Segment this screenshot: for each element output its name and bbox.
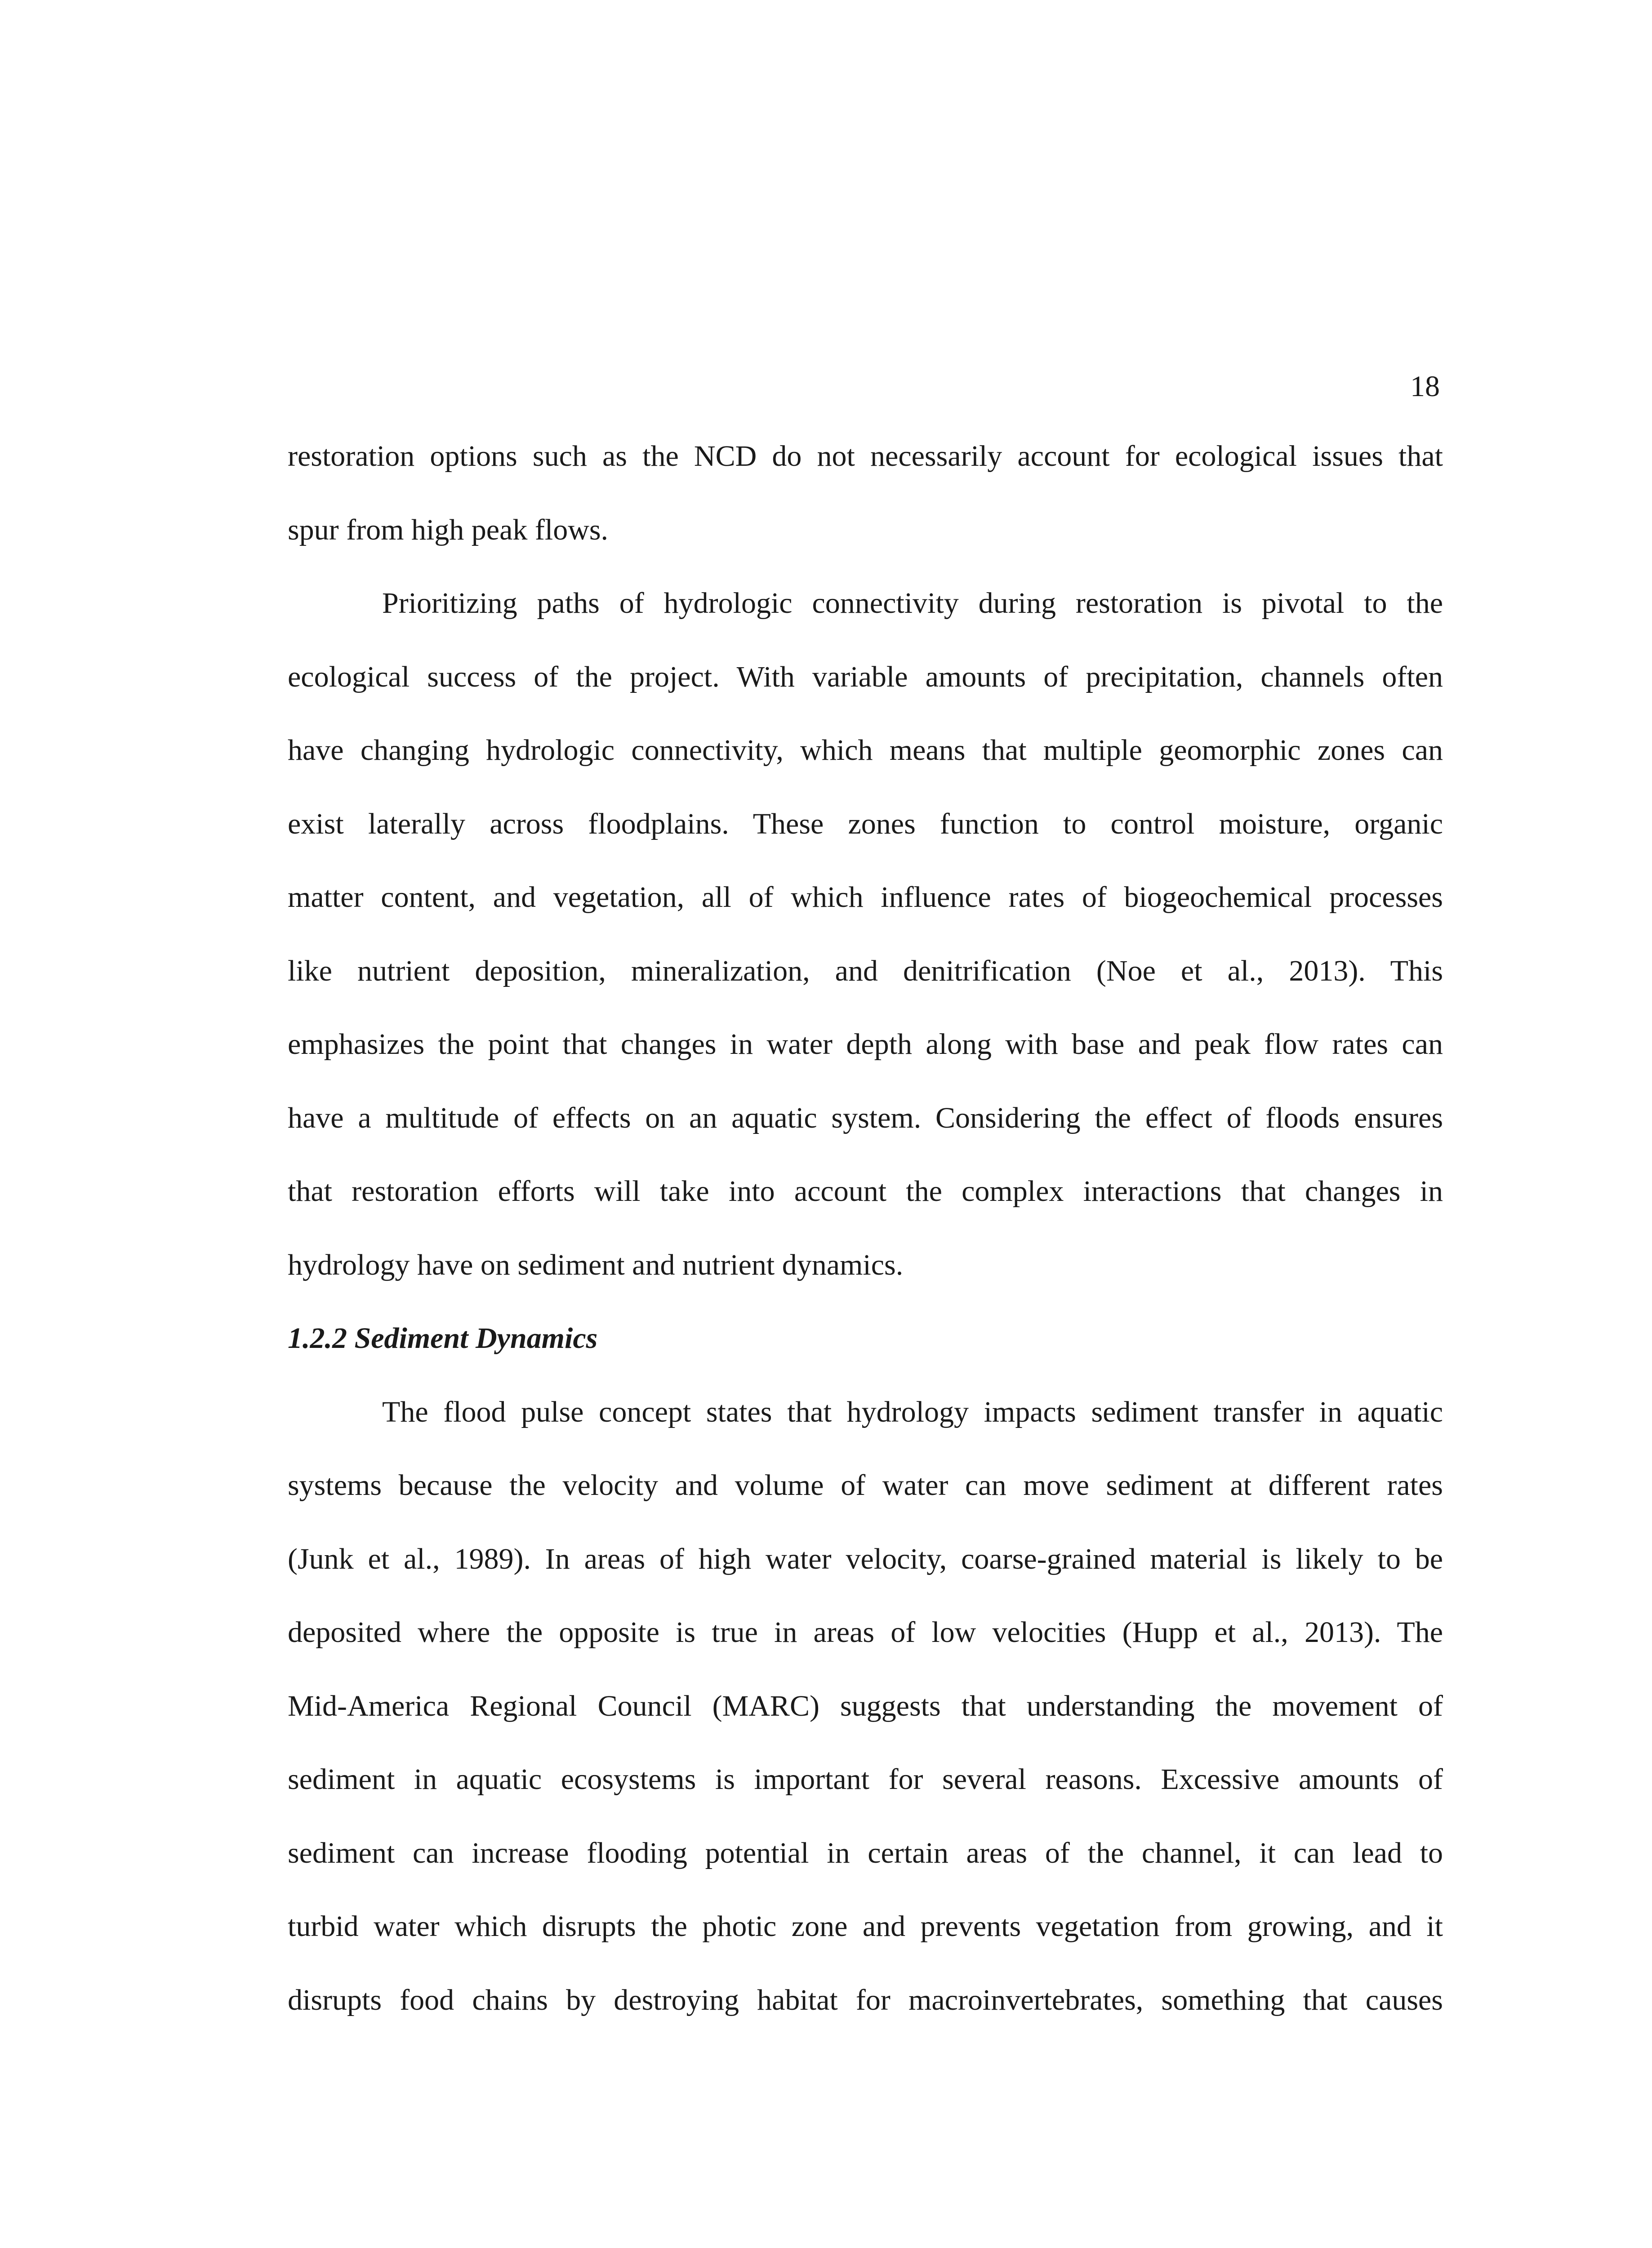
text-line: matter content, and vegetation, all of which influence rates of biogeochemical processes bbox=[288, 881, 1443, 914]
text-line: have a multitude of effects on an aquatic system. Considering the effect of floods ensures bbox=[288, 1101, 1443, 1134]
paragraph-first-line: The flood pulse concept states that hydrology impacts sediment transfer in aquatic bbox=[382, 1395, 1443, 1428]
text-line: spur from high peak flows. bbox=[288, 513, 609, 546]
text-line: exist laterally across floodplains. These zones function to control moisture, organic bbox=[288, 807, 1443, 840]
text-line: turbid water which disrupts the photic zone and prevents vegetation from growing, and it bbox=[288, 1910, 1443, 1943]
body-text bbox=[288, 436, 1443, 2053]
text-line: restoration options such as the NCD do not necessarily account for ecological issues that bbox=[288, 440, 1443, 473]
text-line: like nutrient deposition, mineralization, and denitrification (Noe et al., 2013). This bbox=[288, 954, 1443, 987]
page-number: 18 bbox=[1410, 370, 1440, 403]
section-heading: 1.2.2 Sediment Dynamics bbox=[288, 1322, 598, 1355]
text-line: that restoration efforts will take into account the complex interactions that changes in bbox=[288, 1175, 1443, 1208]
text-line: sediment can increase flooding potential in certain areas of the channel, it can lead to bbox=[288, 1836, 1443, 1869]
text-line: emphasizes the point that changes in water depth along with base and peak flow rates can bbox=[288, 1028, 1443, 1061]
text-line: disrupts food chains by destroying habitat for macroinvertebrates, something that causes bbox=[288, 1983, 1443, 2016]
text-line: deposited where the opposite is true in areas of low velocities (Hupp et al., 2013). The bbox=[288, 1616, 1443, 1649]
text-line: ecological success of the project. With variable amounts of precipitation, channels often bbox=[288, 660, 1443, 693]
text-line: have changing hydrologic connectivity, which means that multiple geomorphic zones can bbox=[288, 734, 1443, 767]
paragraph-first-line: Prioritizing paths of hydrologic connectivity during restoration is pivotal to the bbox=[382, 587, 1443, 620]
text-line: (Junk et al., 1989). In areas of high water velocity, coarse-grained material is likely to be bbox=[288, 1542, 1443, 1575]
text-line: systems because the velocity and volume of water can move sediment at different rates bbox=[288, 1469, 1443, 1502]
text-line: Mid-America Regional Council (MARC) suggests that understanding the movement of bbox=[288, 1689, 1443, 1722]
text-line: sediment in aquatic ecosystems is important for several reasons. Excessive amounts of bbox=[288, 1763, 1443, 1796]
text-line: hydrology have on sediment and nutrient dynamics. bbox=[288, 1248, 904, 1281]
